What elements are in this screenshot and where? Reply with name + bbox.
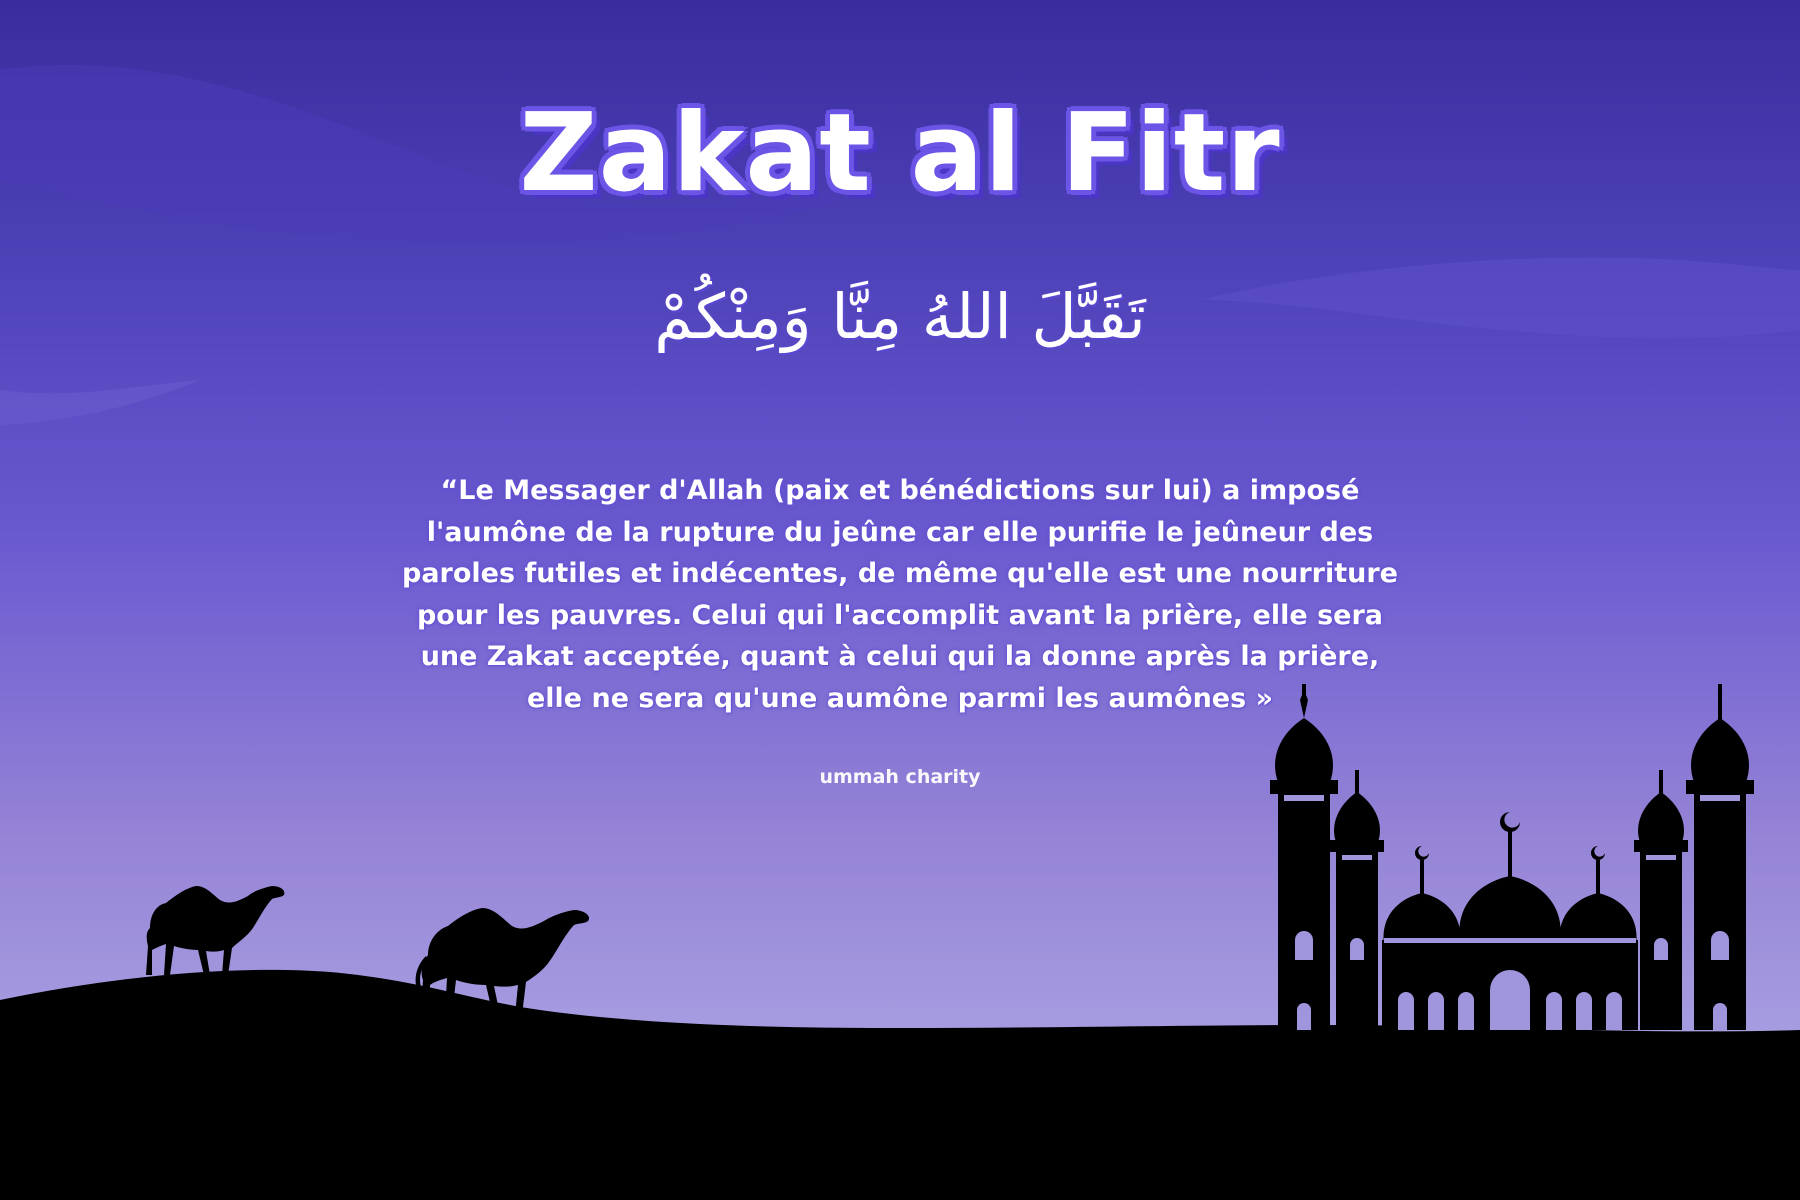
arabic-greeting: تَقَبَّلَ اللهُ مِنَّا وَمِنْكُمْ bbox=[654, 280, 1146, 353]
hadith-quote: “Le Messager d'Allah (paix et bénédictions sur lui) a imposé l'aumône de la rupture du jeûne car elle purifie le jeûneur des paroles futiles et indécentes, de même qu'elle est une nourriture pour les pauvres. Celui qui l'accomplit avant la prière, elle sera une Zakat acceptée, quant à celui qui la donne après la prière, elle ne sera qu'une aumône parmi les aumônes » bbox=[402, 475, 1398, 714]
sky-wave-left bbox=[0, 380, 200, 425]
card-title: Zakat al Fitr bbox=[519, 91, 1281, 216]
signature: ummah charity bbox=[819, 766, 981, 788]
camel-silhouette-1 bbox=[146, 886, 284, 975]
